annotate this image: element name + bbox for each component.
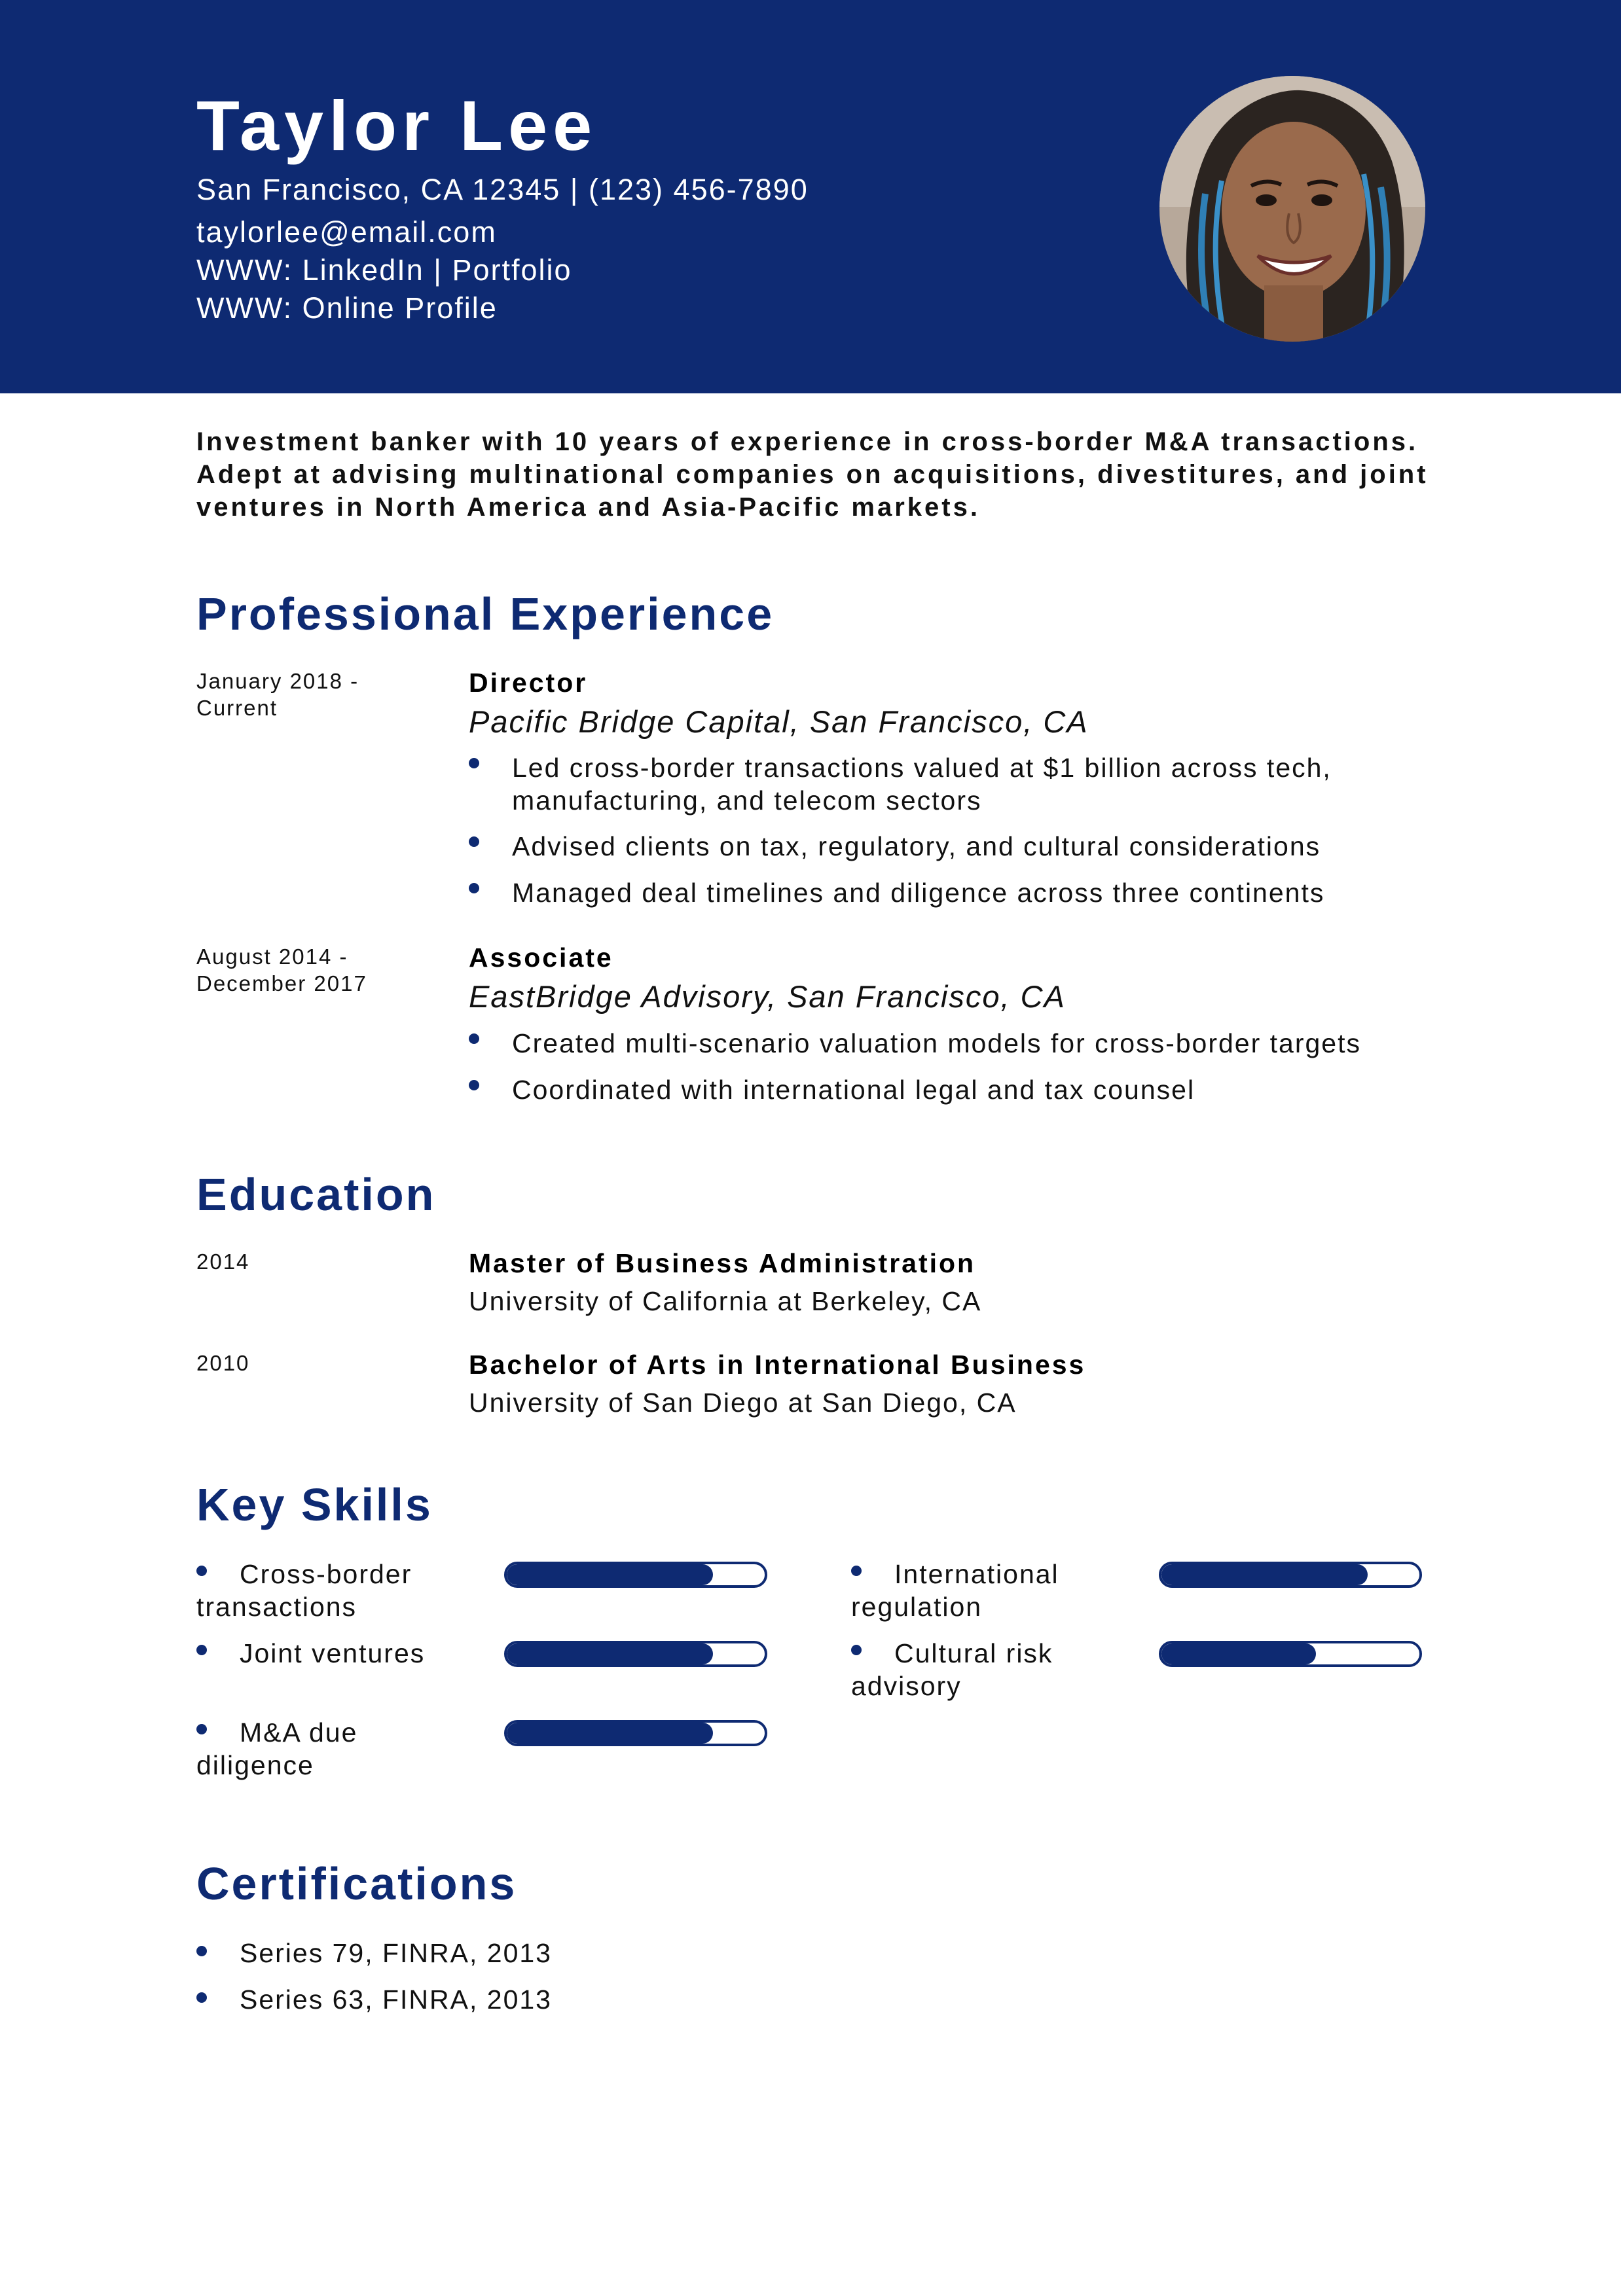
education-year: 2010 <box>196 1351 250 1375</box>
bullet-dot <box>469 758 479 768</box>
bullet-dot <box>469 836 479 847</box>
skill-level-bar <box>504 1562 767 1588</box>
address-phone: San Francisco, CA 12345 | (123) 456-7890 <box>196 173 809 206</box>
job-bullet: Advised clients on tax, regulatory, and cultural considerations <box>512 831 1321 861</box>
online-profile-link[interactable]: WWW: Online Profile <box>196 291 498 325</box>
web-links[interactable]: WWW: LinkedIn | Portfolio <box>196 253 572 287</box>
education-school: University of San Diego at San Diego, CA <box>469 1388 1017 1418</box>
job-title: Director <box>469 668 588 698</box>
education-degree: Bachelor of Arts in International Business <box>469 1350 1086 1380</box>
candidate-name: Taylor Lee <box>196 86 598 165</box>
header-banner <box>0 0 1621 393</box>
job-bullet: Coordinated with international legal and tax counsel <box>512 1075 1195 1105</box>
section-title-education: Education <box>196 1169 436 1220</box>
bullet-dot <box>469 883 479 893</box>
bullet-dot <box>196 1946 207 1956</box>
bullet-dot <box>469 1033 479 1044</box>
bullet-dot <box>196 1992 207 2003</box>
job-bullet: Created multi-scenario valuation models for cross-border targets <box>512 1028 1362 1058</box>
skill-level-fill <box>1161 1564 1368 1585</box>
skill-label: Joint ventures <box>240 1638 426 1668</box>
education-degree: Master of Business Administration <box>469 1248 976 1278</box>
skill-label: M&A due diligence <box>196 1717 358 1780</box>
skill-level-bar <box>504 1641 767 1667</box>
skill-label: Cross-border transactions <box>196 1559 412 1622</box>
skill-label: Cultural risk advisory <box>851 1638 1053 1701</box>
skill-level-bar <box>1159 1641 1422 1667</box>
skill-level-bar <box>1159 1562 1422 1588</box>
email-address[interactable]: taylorlee@email.com <box>196 215 497 249</box>
job-dates: January 2018 - Current <box>196 669 359 720</box>
skill-label: International regulation <box>851 1559 1059 1622</box>
job-bullet: Led cross-border transactions valued at $1 billion across tech, manufacturing, and telecom sectors <box>512 753 1332 816</box>
section-title-certifications: Certifications <box>196 1858 517 1909</box>
skill-level-fill <box>1161 1643 1316 1664</box>
skill-level-fill <box>507 1643 713 1664</box>
profile-photo <box>1159 76 1425 342</box>
job-bullet: Managed deal timelines and diligence across three continents <box>512 878 1325 908</box>
job-company: EastBridge Advisory, San Francisco, CA <box>469 979 1066 1014</box>
professional-summary: Investment banker with 10 years of experience in cross-border M&A transactions. Adept at advising multinational companies on acquisitions, divestitures, and joint ventures in North America and Asia-Pacific markets. <box>196 427 1429 522</box>
job-company: Pacific Bridge Capital, San Francisco, CA <box>469 704 1089 739</box>
skill-level-fill <box>507 1564 713 1585</box>
job-dates: August 2014 - December 2017 <box>196 944 367 996</box>
education-school: University of California at Berkeley, CA <box>469 1286 982 1316</box>
skill-level-bar <box>504 1720 767 1746</box>
certification-item: Series 63, FINRA, 2013 <box>240 1984 552 2015</box>
bullet-dot <box>469 1080 479 1090</box>
skill-level-fill <box>507 1723 713 1744</box>
certification-item: Series 79, FINRA, 2013 <box>240 1938 552 1968</box>
education-year: 2014 <box>196 1249 250 1274</box>
section-title-skills: Key Skills <box>196 1479 433 1530</box>
job-title: Associate <box>469 942 613 973</box>
section-title-experience: Professional Experience <box>196 588 775 639</box>
